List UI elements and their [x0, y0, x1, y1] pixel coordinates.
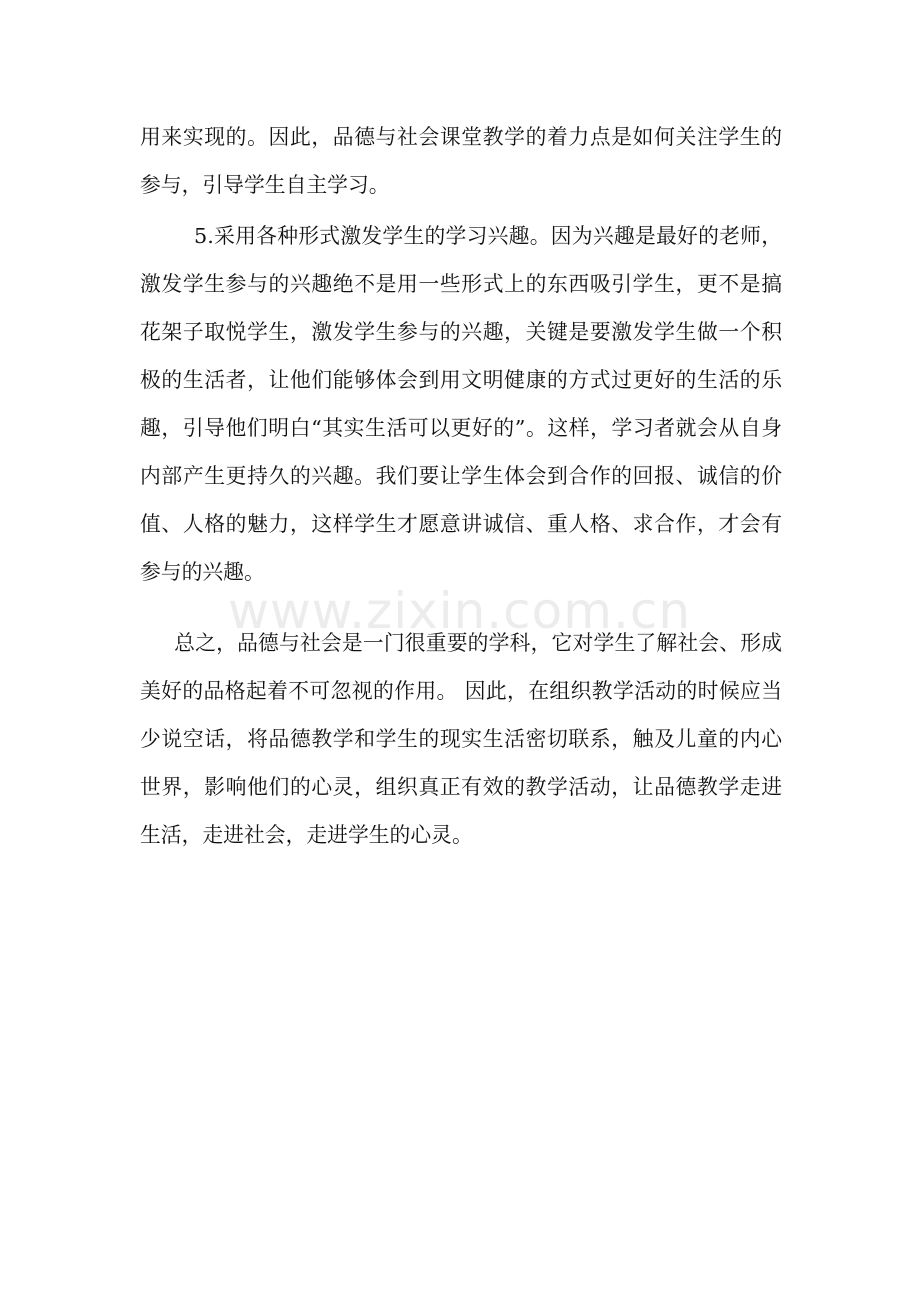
watermark: www.zixin.com.cn [228, 582, 692, 640]
paragraph-text: 总之，品德与社会是一门很重要的学科，它对学生了解社会、形成美好的品格起着不可忽视的作用。 因此，在组织教学活动的时候应当少说空话，将品德教学和学生的现实生活密切联系，触及儿童的内心世界，影响他们的心灵，组织真正有效的教学活动，让品德教学走进生活，走进社会，走进学生的心灵。 [140, 631, 782, 847]
paragraph-conclusion [140, 619, 782, 859]
paragraph-continuation [140, 113, 782, 209]
paragraph-text: 5.采用各种形式激发学生的学习兴趣。因为兴趣是最好的老师，激发学生参与的兴趣绝不是用一些形式上的东西吸引学生，更不是搞花架子取悦学生，激发学生参与的兴趣，关键是要激发学生做一个积极的生活者，让他们能够体会到用文明健康的方式过更好的生活的乐趣，引导他们明白“其实生活可以更好的”。这样，学习者就会从自身内部产生更持久的兴趣。我们要让学生体会到合作的回报、诚信的价值、人格的魅力，这样学生才愿意讲诚信、重人格、求合作，才会有参与的兴趣。 [140, 224, 782, 584]
paragraph-point-5 [140, 212, 782, 596]
paragraph-text: 用来实现的。因此，品德与社会课堂教学的着力点是如何关注学生的参与，引导学生自主学习。 [140, 125, 782, 197]
